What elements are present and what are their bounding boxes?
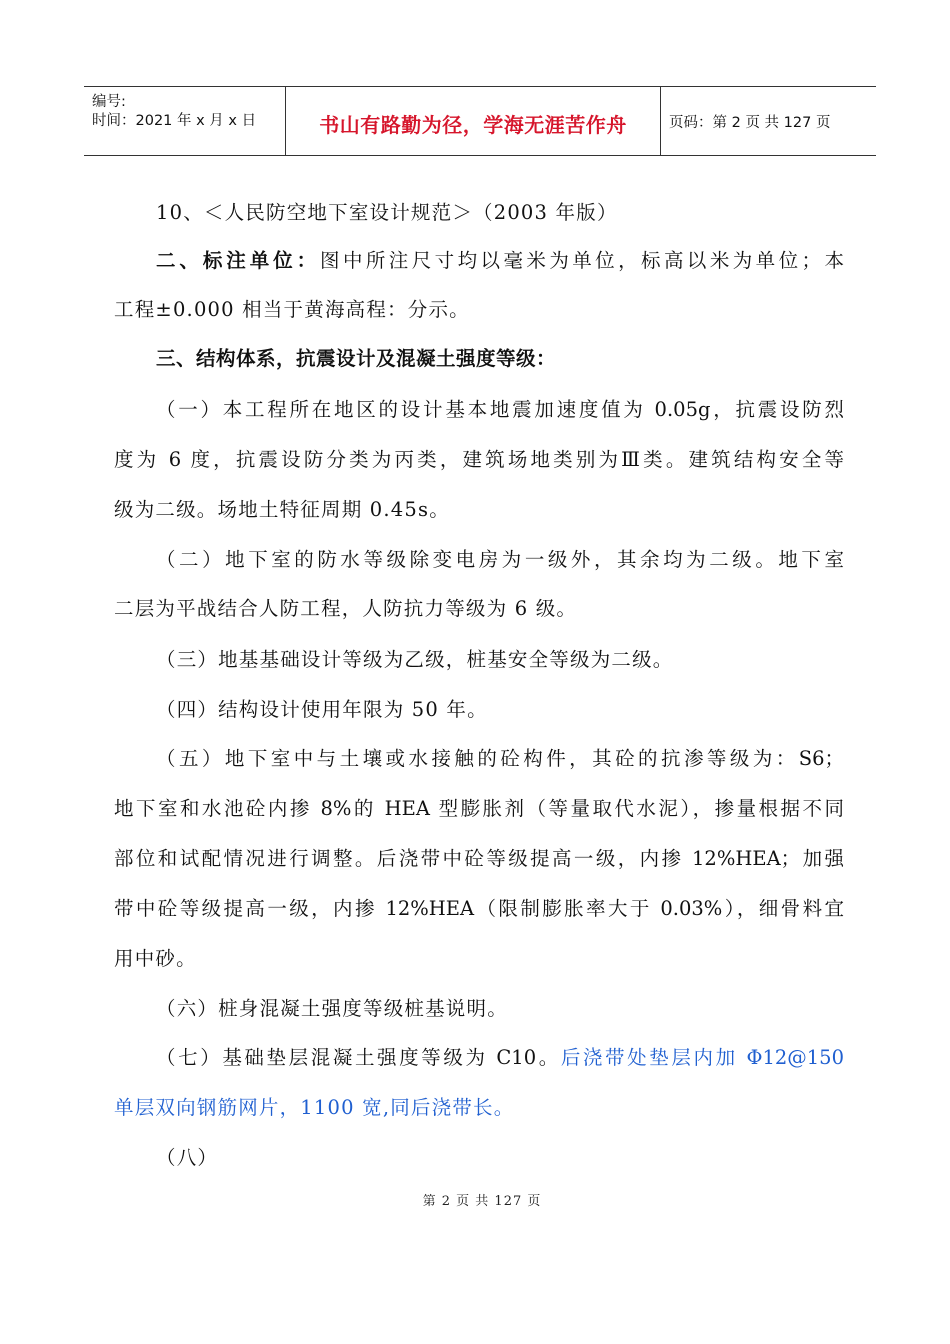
- header-page-cell: [661, 87, 876, 155]
- section-heading-units: 二、标注单位：: [156, 249, 321, 272]
- body-line-20: （八）: [156, 1146, 219, 1169]
- body-line-10: （三）地基基础设计等级为乙级，桩基安全等级为二级。: [156, 648, 674, 671]
- body-line-7: 级为二级。场地土特征周期 0.45s。: [114, 498, 450, 521]
- body-line-1: 10、＜人民防空地下室设计规范＞（2003 年版）: [156, 201, 618, 224]
- body-line-15: 带中砼等级提高一级，内掺 12%HEA（限制膨胀率大于 0.03%），细骨料宜: [114, 897, 844, 920]
- section-heading-structure: 三、结构体系，抗震设计及混凝土强度等级：: [156, 347, 557, 370]
- body-line-3: 工程±0.000 相当于黄海高程：分示。: [114, 298, 470, 321]
- body-line-17: （六）桩身混凝土强度等级桩基说明。: [156, 997, 508, 1020]
- header-page-number: 页码：第 2 页 共 127 页: [669, 115, 831, 131]
- body-line-5: （一）本工程所在地区的设计基本地震加速度值为 0.05g，抗震设防烈: [156, 398, 844, 421]
- body-line-11: （四）结构设计使用年限为 50 年。: [156, 698, 488, 721]
- body-line-8: （二）地下室的防水等级除变电房为一级外，其余均为二级。地下室: [156, 548, 844, 571]
- body-line-18: [156, 1045, 844, 1071]
- body-line-6: 度为 6 度，抗震设防分类为丙类，建筑场地类别为Ⅲ类。建筑结构安全等: [114, 448, 844, 471]
- body-line-9: 二层为平战结合人防工程，人防抗力等级为 6 级。: [114, 597, 578, 620]
- document-date-label: 时间：2021 年 x 月 x 日: [92, 113, 257, 129]
- header-meta-cell: [84, 87, 285, 155]
- document-header: [84, 86, 876, 156]
- body-line-13: 地下室和水池砼内掺 8%的 HEA 型膨胀剂（等量取代水泥），掺量根据不同: [114, 797, 844, 820]
- body-line-14: 部位和试配情况进行调整。后浇带中砼等级提高一级，内掺 12%HEA；加强: [114, 847, 844, 870]
- body-line-2: [156, 248, 844, 274]
- body-line-18-text: （七）基础垫层混凝土强度等级为 C10。: [156, 1046, 561, 1069]
- page-footer: 第 2 页 共 127 页: [422, 1194, 542, 1209]
- body-line-2-text: 图中所注尺寸均以毫米为单位，标高以米为单位；本: [320, 249, 844, 272]
- body-line-16: 用中砂。: [114, 947, 197, 970]
- header-motto: 书山有路勤为径，学海无涯苦作舟: [319, 113, 627, 137]
- body-line-12: （五）地下室中与土壤或水接触的砼构件，其砼的抗渗等级为：S6；: [156, 747, 844, 770]
- header-motto-cell: [285, 87, 661, 155]
- body-line-18-highlight: 后浇带处垫层内加 Φ12@150: [560, 1046, 844, 1069]
- body-line-19-highlight: 单层双向钢筋网片，1100 宽,同后浇带长。: [114, 1096, 515, 1119]
- document-number-label: 编号:: [92, 94, 126, 110]
